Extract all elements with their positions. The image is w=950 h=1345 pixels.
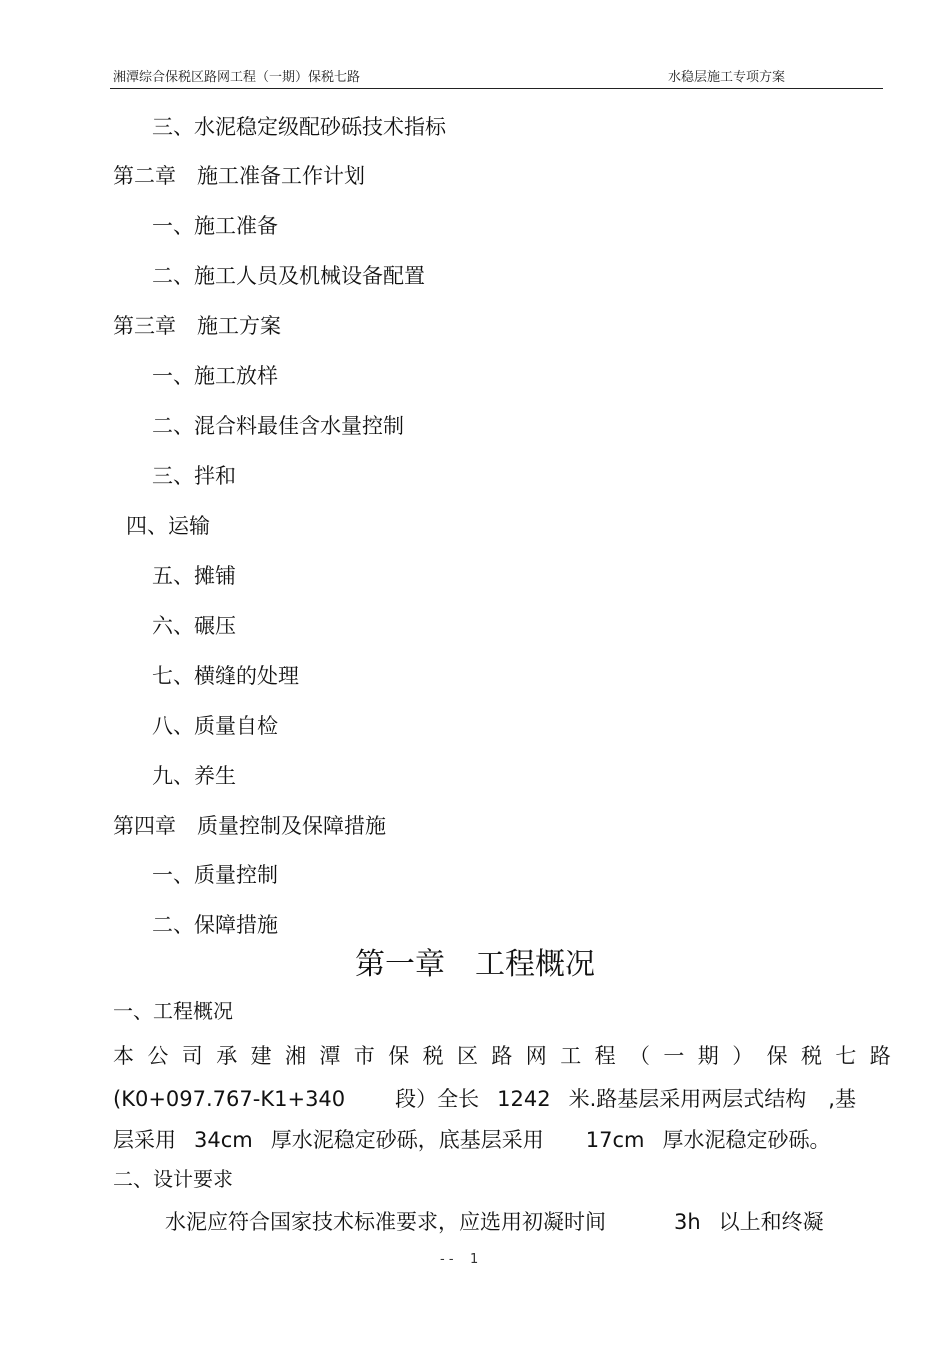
toc-item: 一、施工放样 (152, 364, 278, 388)
paragraph-text: 本公司承建湘潭市保税区路网工程（一期）保税七路 (113, 1044, 905, 1068)
toc-chapter: 第四章 质量控制及保障措施 (113, 814, 386, 838)
chapter-number: 第一章 (355, 947, 445, 982)
paragraph-text: 厚水泥稳定砂砾。 (662, 1128, 831, 1152)
toc-item: 四、运输 (126, 514, 210, 538)
paragraph-text: 1242 (497, 1087, 551, 1111)
chapter-title (0, 945, 950, 985)
paragraph-text: 34cm (194, 1128, 253, 1152)
toc-item: 一、质量控制 (152, 863, 278, 887)
paragraph-text: 层采用 (113, 1128, 176, 1152)
section-heading: 二、设计要求 (113, 1167, 233, 1191)
toc-item: 三、水泥稳定级配砂砾技术指标 (152, 115, 446, 139)
paragraph-text: ,基 (828, 1087, 856, 1111)
paragraph-text: 厚水泥稳定砂砾，底基层采用 (270, 1128, 544, 1152)
paragraph-text: 17cm (585, 1128, 645, 1152)
page-number: - - 1 (440, 1252, 479, 1267)
header-rule (110, 88, 883, 89)
running-header-project: 湘潭综合保税区路网工程（一期）保税七路 (113, 70, 361, 85)
paragraph-line (165, 1208, 881, 1236)
paragraph-line (113, 1042, 905, 1070)
toc-item: 八、质量自检 (152, 714, 278, 738)
toc-item: 二、保障措施 (152, 913, 278, 937)
toc-chapter: 第三章 施工方案 (113, 314, 281, 338)
toc-item: 六、碾压 (152, 614, 236, 638)
paragraph-text: 水泥应符合国家技术标准要求，应选用初凝时间 (165, 1210, 606, 1234)
toc-item: 二、混合料最佳含水量控制 (152, 414, 404, 438)
paragraph-text: 以上和终凝 (718, 1210, 824, 1234)
paragraph-text: (K0+097.767-K1+340 (113, 1087, 346, 1111)
section-heading: 一、工程概况 (113, 999, 233, 1023)
paragraph-text: 米.路基层采用两层式结构 (568, 1087, 807, 1111)
toc-item: 七、横缝的处理 (152, 664, 299, 688)
paragraph-text: 3h (674, 1210, 701, 1234)
paragraph-line (113, 1085, 881, 1113)
toc-item: 五、摊铺 (152, 564, 236, 588)
toc-chapter: 第二章 施工准备工作计划 (113, 164, 365, 188)
toc-item: 三、拌和 (152, 464, 236, 488)
running-header-doc-title: 水稳层施工专项方案 (668, 70, 786, 85)
paragraph-line (113, 1126, 881, 1154)
paragraph-text: 段）全长 (395, 1087, 480, 1111)
chapter-name: 工程概况 (475, 947, 595, 982)
toc-item: 二、施工人员及机械设备配置 (152, 264, 425, 288)
toc-item: 九、养生 (152, 764, 236, 788)
toc-item: 一、施工准备 (152, 214, 278, 238)
